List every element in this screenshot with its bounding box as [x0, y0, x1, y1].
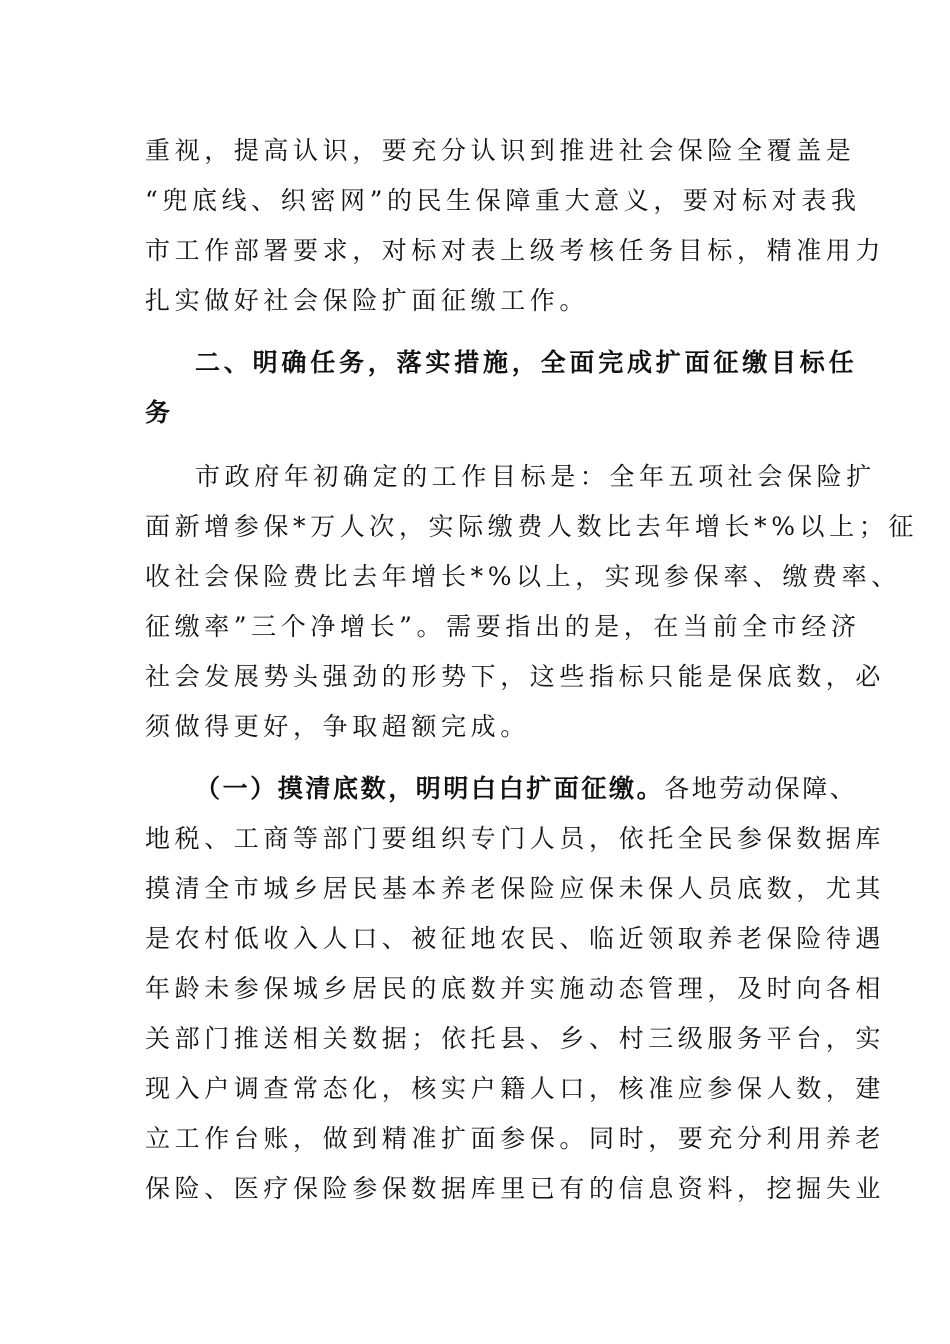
- subsection-1-line-7: 现入户调查常态化，核实户籍人口，核准应参保人数，建: [145, 1074, 886, 1103]
- paragraph-2-line-1: 市政府年初确定的工作目标是：全年五项社会保险扩: [195, 462, 876, 491]
- paragraph-2-line-3: 收社会保险费比去年增长*%以上，实现参保率、缴费率、: [145, 562, 901, 591]
- subsection-1-line-9: 保险、医疗保险参保数据库里已有的信息资料，挖掘失业: [145, 1174, 886, 1203]
- subsection-1-line-8: 立工作台账，做到精准扩面参保。同时，要充分利用养老: [145, 1124, 886, 1153]
- paragraph-2-line-6: 须做得更好，争取超额完成。: [145, 712, 530, 741]
- paragraph-1-line-4: 扎实做好社会保险扩面征缴工作。: [145, 286, 590, 315]
- subsection-1-line-4: 是农村低收入人口、被征地农民、临近领取养老保险待遇: [145, 924, 886, 953]
- subsection-1-line-2: 地税、工商等部门要组织专门人员，依托全民参保数据库: [145, 824, 886, 853]
- paragraph-1-line-1: 重视，提高认识，要充分认识到推进社会保险全覆盖是: [145, 136, 856, 165]
- subsection-1-line-5: 年龄未参保城乡居民的底数并实施动态管理，及时向各相: [145, 974, 886, 1003]
- subsection-1-line-3: 摸清全市城乡居民基本养老保险应保未保人员底数，尤其: [145, 874, 886, 903]
- paragraph-1-line-3: 市工作部署要求，对标对表上级考核任务目标，精准用力: [145, 236, 886, 265]
- paragraph-2-line-4: 征缴率”三个净增长”。需要指出的是，在当前全市经济: [145, 612, 861, 641]
- section-heading-line-2: 务: [145, 398, 174, 427]
- paragraph-2-line-2: 面新增参保*万人次，实际缴费人数比去年增长*%以上；征: [145, 512, 918, 541]
- subsection-1-title: （一）摸清底数，明明白白扩面征缴。: [195, 774, 665, 803]
- subsection-1-first-line-text: 各地劳动保障、: [664, 774, 858, 803]
- section-heading-line-1: 二、明确任务，落实措施，全面完成扩面征缴目标任: [195, 348, 858, 377]
- subsection-1-first-line: [195, 769, 858, 809]
- paragraph-2-line-5: 社会发展势头强劲的形势下，这些指标只能是保底数，必: [145, 662, 886, 691]
- subsection-1-line-6: 关部门推送相关数据；依托县、乡、村三级服务平台，实: [145, 1024, 886, 1053]
- paragraph-1-line-2: “兜底线、织密网”的民生保障重大意义，要对标对表我: [145, 186, 861, 215]
